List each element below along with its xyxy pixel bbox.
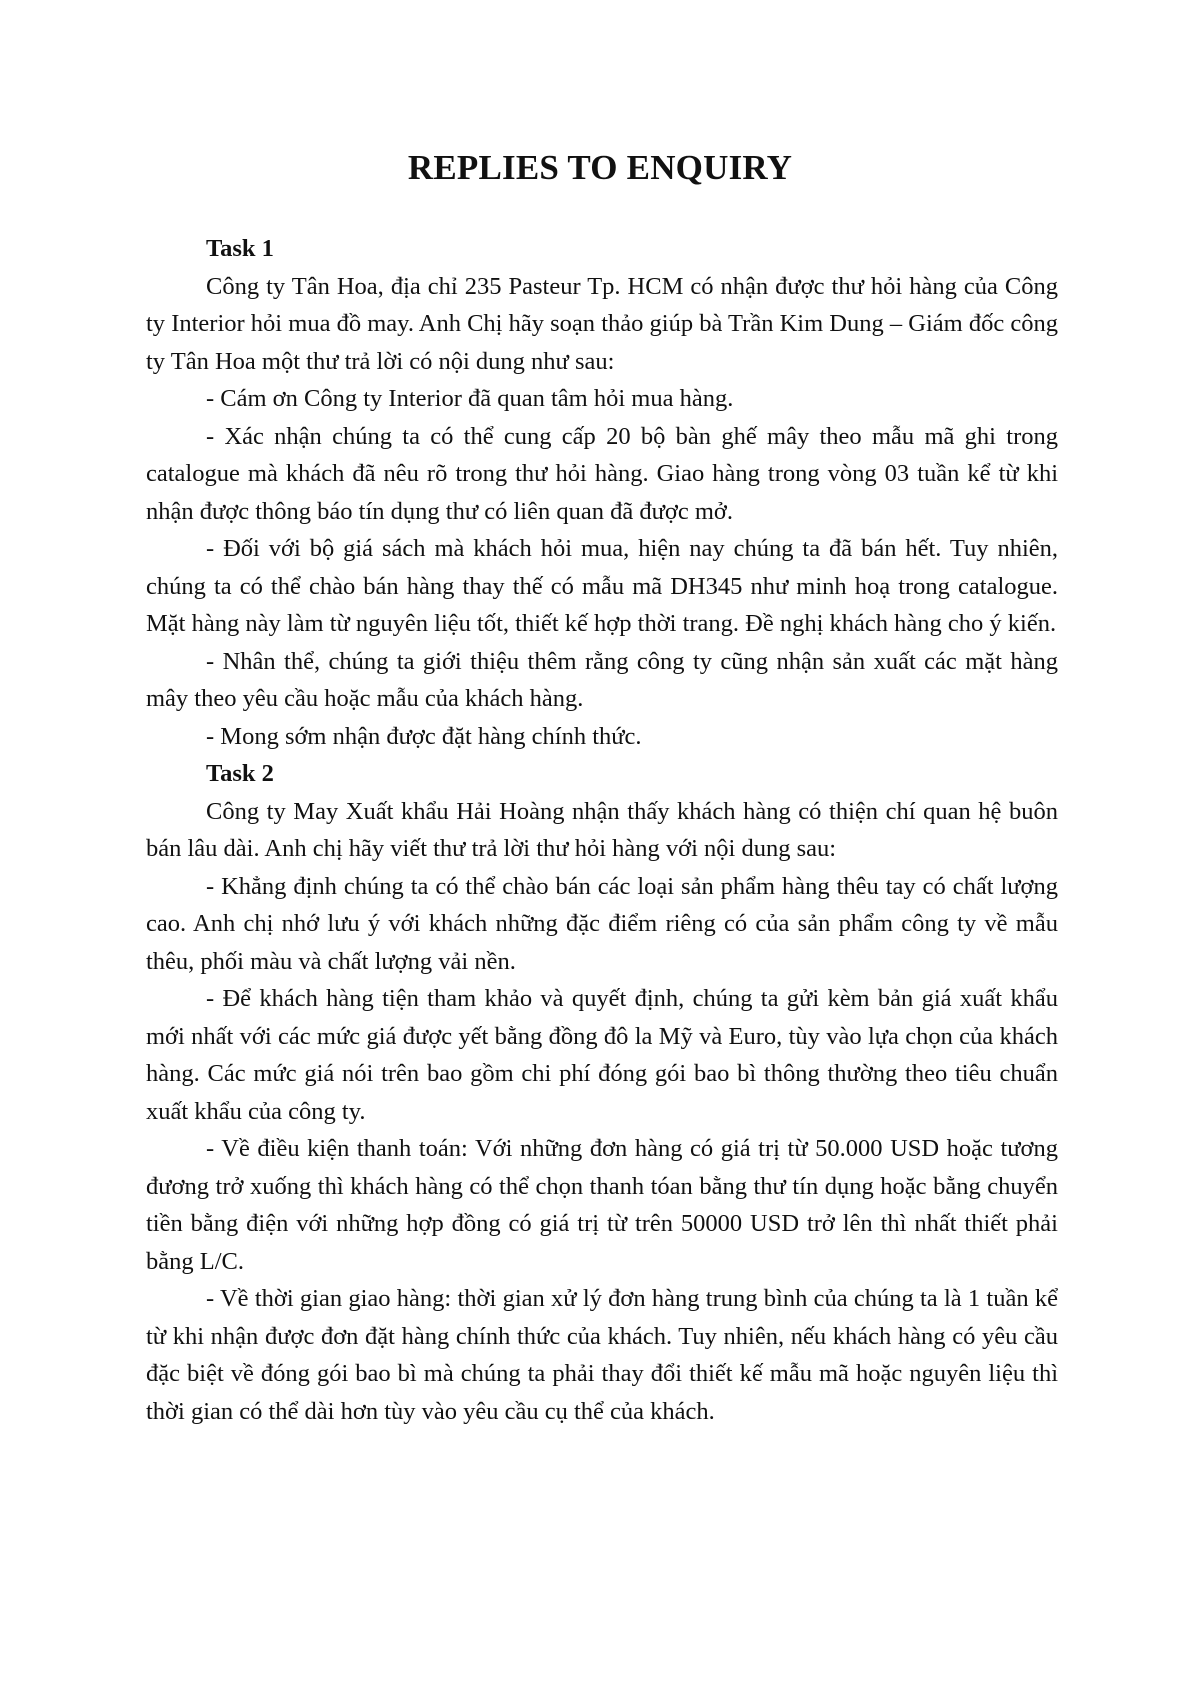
task-1-heading: Task 1 xyxy=(206,235,274,262)
task-2-point: - Về thời gian giao hàng: thời gian xử lý đơn hàng trung bình của chúng ta là 1 tuần kể từ khi nhận được đơn đặt hàng chính thức của khách. Tuy nhiên, nếu khách hàng có yêu cầu đặc biệt về đóng gói bao bì mà chúng ta phải thay đổi thiết kế mẫu mã hoặc nguyên liệu thì thời gian có thể dài hơn tùy vào yêu cầu cụ thể của khách. xyxy=(146,1285,1058,1425)
task-1-point: - Cám ơn Công ty Interior đã quan tâm hỏi mua hàng. xyxy=(206,385,734,412)
task-2-point: - Khẳng định chúng ta có thể chào bán các loại sản phẩm hàng thêu tay có chất lượng cao. Anh chị nhớ lưu ý với khách những đặc điểm riêng có của sản phẩm công ty về mẫu thêu, phối màu và chất lượng vải nền. xyxy=(146,872,1058,975)
document-title: REPLIES TO ENQUIRY xyxy=(407,148,793,187)
task-1-intro: Công ty Tân Hoa, địa chỉ 235 Pasteur Tp. HCM có nhận được thư hỏi hàng của Công ty Interior hỏi mua đồ may. Anh Chị hãy soạn thảo giúp bà Trần Kim Dung – Giám đốc công ty Tân Hoa một thư trả lời có nội dung như sau: xyxy=(146,272,1058,375)
task-1-point: - Nhân thể, chúng ta giới thiệu thêm rằng công ty cũng nhận sản xuất các mặt hàng mây theo yêu cầu hoặc mẫu của khách hàng. xyxy=(146,647,1058,712)
task-2-point: - Để khách hàng tiện tham khảo và quyết định, chúng ta gửi kèm bản giá xuất khẩu mới nhất với các mức giá được yết bằng đồng đô la Mỹ và Euro, tùy vào lựa chọn của khách hàng. Các mức giá nói trên bao gồm chi phí đóng gói bao bì thông thường theo tiêu chuẩn xuất khẩu của công ty. xyxy=(146,985,1058,1125)
task-1-point: - Đối với bộ giá sách mà khách hỏi mua, hiện nay chúng ta đã bán hết. Tuy nhiên, chúng ta có thể chào bán hàng thay thế có mẫu mã DH345 như minh hoạ trong catalogue. Mặt hàng này làm từ nguyên liệu tốt, thiết kế hợp thời trang. Đề nghị khách hàng cho ý kiến. xyxy=(146,535,1058,637)
task-2-heading: Task 2 xyxy=(206,760,274,787)
task-1-point: - Xác nhận chúng ta có thể cung cấp 20 bộ bàn ghế mây theo mẫu mã ghi trong catalogue mà khách đã nêu rõ trong thư hỏi hàng. Giao hàng trong vòng 03 tuần kể từ khi nhận được thông báo tín dụng thư có liên quan đã được mở. xyxy=(146,422,1058,525)
document-body xyxy=(146,230,1058,1430)
task-2-point: - Về điều kiện thanh toán: Với những đơn hàng có giá trị từ 50.000 USD hoặc tương đương trở xuống thì khách hàng có thể chọn thanh tóan bằng thư tín dụng hoặc bằng chuyển tiền bằng điện với những hợp đồng có giá trị từ trên 50000 USD trở lên thì nhất thiết phải bằng L/C. xyxy=(146,1135,1058,1275)
task-1-point: - Mong sớm nhận được đặt hàng chính thức. xyxy=(206,722,642,750)
task-2-intro: Công ty May Xuất khẩu Hải Hoàng nhận thấy khách hàng có thiện chí quan hệ buôn bán lâu dài. Anh chị hãy viết thư trả lời thư hỏi hàng với nội dung sau: xyxy=(146,797,1058,862)
